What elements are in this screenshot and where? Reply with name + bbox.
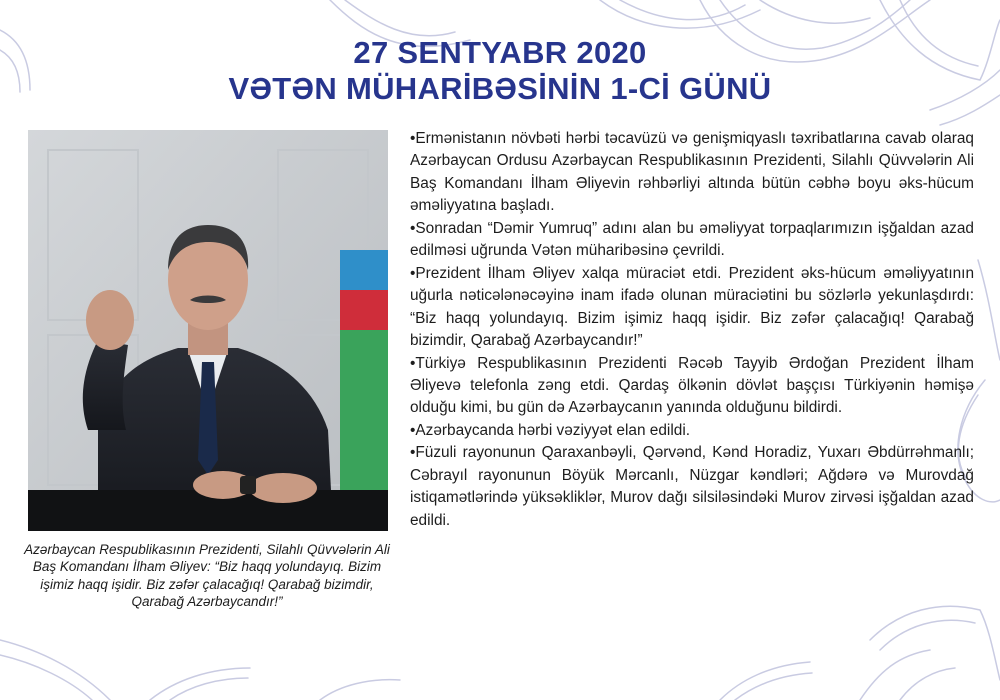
paragraph-liberated-villages: •Füzuli rayonunun Qaraxanbəyli, Qərvənd, Kənd Horadiz, Yuxarı Əbdürrəhmanlı; Cəbrayıl rayonunun Böyük Mərcanlı, Nüzgar kəndləri; Ağdərə və Murovdağ istiqamətlərində yüksəkliklər, Murov dağı silsiləsindəki Murov zirvəsi işğaldan azad edildi. [410,444,974,529]
page-title-date: 27 SENTYABR 2020 [353,35,647,70]
paragraph-iron-fist: •Sonradan “Dəmir Yumruq” adını alan bu əməliyyat torpaqlarımızın işğaldan azad edilməsi uğrunda Vətən müharibəsinə çevrildi. [410,219,974,260]
photo-caption: Azərbaycan Respublikasının Prezidenti, Silahlı Qüvvələrin Ali Baş Komandanı İlham Əliyev: “Biz haqq yolundayıq. Bizim işimiz haqq işidir. Biz zəfər çalacağıq! Qarabağ bizimdir, Qarabağ Azərbaycandır!” [24,542,390,609]
president-photo [28,130,388,531]
paragraph-counter-offensive: •Ermənistanın növbəti hərbi təcavüzü və genişmiqyaslı təxribatlarına cavab olaraq Azərbaycan Ordusu Azərbaycan Respublikasının Prezidenti, Silahlı Qüvvələrin Ali Baş Komandanı İlham Əliyevin rəhbərliyi altında bütün cəbhə boyu əks-hücum əməliyyatına başladı. [410,130,974,215]
page-title-heading: VƏTƏN MÜHARİBƏSİNİN 1-Cİ GÜNÜ [228,71,772,106]
article-body [410,128,974,532]
paragraph-turkey-call: •Türkiyə Respublikasının Prezidenti Rəcəb Tayyib Ərdoğan Prezident İlham Əliyevə telefonla zəng etdi. Qardaş ölkənin dövlət başçısı Türkiyənin həmişə olduğu kimi, bu gün də Azərbaycanın yanında olduğunu bildirdi. [410,354,974,417]
paragraph-address-to-nation: •Prezident İlham Əliyev xalqa müraciət etdi. Prezident əks-hücum əməliyyatının uğurla nəticələnəcəyinə inam ifadə olunan müraciətini bu sözlərlə yekunlaşdırdı: “Biz haqq yolundayıq. Bizim işimiz haqq işidir. Biz zəfər çalacağıq! Qarabağ bizimdir, Qarabağ Azərbaycandır!” [410,264,974,350]
paragraph-martial-law: •Azərbaycanda hərbi vəziyyət elan edildi. [410,421,691,439]
